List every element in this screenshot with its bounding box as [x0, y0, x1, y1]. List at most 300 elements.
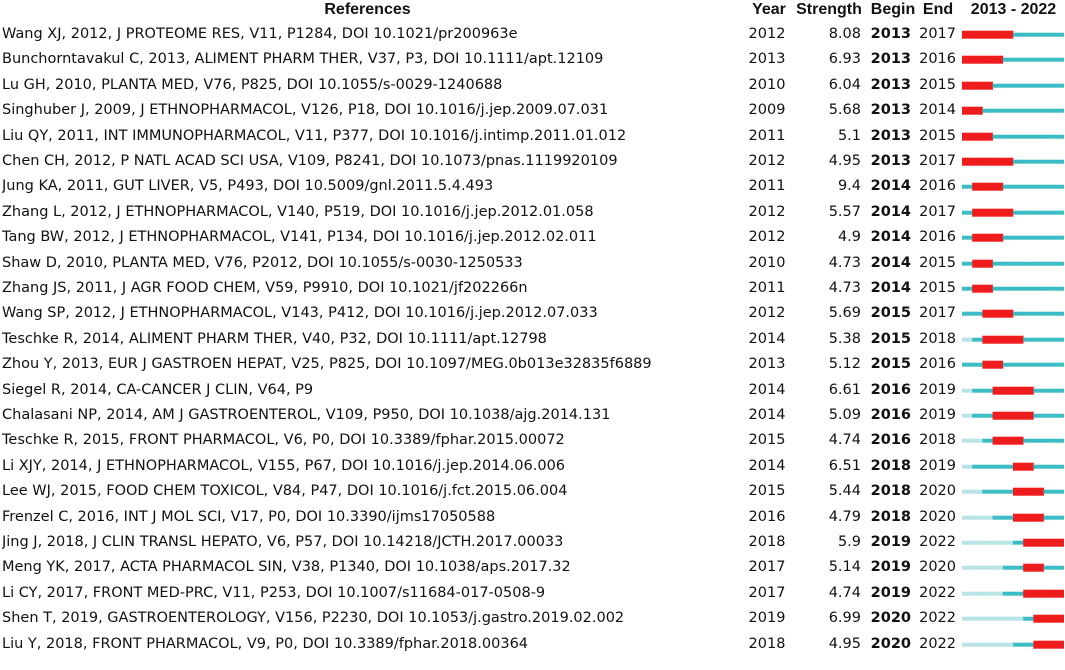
active-segment	[1013, 261, 1024, 265]
active-segment	[1033, 33, 1044, 37]
active-segment	[1013, 642, 1024, 646]
active-segment	[1054, 236, 1064, 240]
burst-segment	[993, 31, 1004, 39]
active-segment	[1013, 160, 1024, 164]
active-segment	[1044, 312, 1055, 316]
begin-cell: 2019	[870, 584, 911, 601]
inactive-segment	[1003, 541, 1014, 545]
burst-timeline	[962, 200, 1064, 225]
active-segment	[1003, 261, 1014, 265]
active-segment	[982, 439, 993, 443]
begin-cell: 2015	[870, 356, 911, 373]
active-segment	[1044, 388, 1055, 392]
burst-timeline	[962, 251, 1064, 276]
burst-segment	[993, 335, 1004, 343]
burst-segment	[962, 31, 973, 39]
burst-timeline	[962, 276, 1064, 301]
active-segment	[1054, 566, 1064, 570]
begin-cell: 2018	[870, 483, 911, 500]
active-segment	[1044, 185, 1055, 189]
active-segment	[982, 464, 993, 468]
burst-segment	[993, 310, 1004, 318]
burst-segment	[972, 132, 983, 140]
strength-cell: 5.57	[828, 203, 861, 220]
begin-cell: 2019	[870, 559, 911, 576]
reference-cell: Shaw D, 2010, PLANTA MED, V76, P2012, DOI 10.1055/s-0030-1250533	[2, 254, 523, 271]
strength-cell: 4.74	[828, 584, 861, 601]
year-cell: 2012	[748, 26, 786, 42]
reference-cell: Liu QY, 2011, INT IMMUNOPHARMACOL, V11, P377, DOI 10.1016/j.intimp.2011.01.012	[2, 127, 627, 144]
references-header: References	[324, 1, 411, 18]
year-cell: 2013	[748, 51, 786, 68]
active-segment	[1044, 414, 1055, 418]
active-segment	[1023, 439, 1034, 443]
active-segment	[1033, 134, 1044, 138]
active-segment	[1013, 210, 1024, 214]
year-cell: 2012	[748, 153, 786, 169]
active-segment	[962, 261, 973, 265]
active-segment	[972, 312, 983, 316]
inactive-segment	[962, 642, 973, 646]
burst-timeline	[962, 403, 1064, 428]
burst-timeline	[962, 530, 1064, 555]
begin-cell: 2019	[870, 534, 911, 550]
begin-cell: 2015	[870, 305, 911, 322]
year-cell: 2014	[748, 407, 786, 423]
burst-segment	[982, 132, 993, 140]
active-segment	[962, 312, 973, 316]
strength-cell: 8.08	[828, 26, 861, 42]
end-cell: 2018	[919, 432, 956, 449]
active-segment	[1044, 236, 1055, 240]
burst-timeline	[962, 174, 1064, 199]
active-segment	[1033, 414, 1044, 418]
begin-cell: 2013	[870, 153, 911, 169]
inactive-segment	[972, 541, 983, 545]
inactive-segment	[962, 464, 973, 468]
reference-cell: Chalasani NP, 2014, AM J GASTROENTEROL, V109, P950, DOI 10.1038/ajg.2014.131	[2, 407, 611, 423]
end-cell: 2022	[919, 534, 956, 550]
active-segment	[1054, 109, 1064, 113]
begin-cell: 2018	[870, 457, 911, 474]
active-segment	[993, 464, 1004, 468]
active-segment	[1054, 490, 1064, 494]
begin-cell: 2013	[870, 76, 911, 93]
inactive-segment	[1003, 642, 1014, 646]
year-cell: 2018	[748, 635, 786, 652]
inactive-segment	[982, 566, 993, 570]
inactive-segment	[962, 414, 973, 418]
active-segment	[1003, 83, 1014, 87]
active-segment	[982, 414, 993, 418]
begin-cell: 2020	[870, 635, 911, 652]
active-segment	[1003, 287, 1014, 291]
table-row	[0, 73, 1065, 98]
end-cell: 2019	[919, 457, 956, 474]
burst-timeline	[962, 149, 1064, 174]
strength-cell: 4.73	[828, 280, 861, 296]
active-segment	[1044, 439, 1055, 443]
active-segment	[1023, 58, 1034, 62]
active-segment	[1023, 617, 1034, 621]
end-cell: 2022	[919, 610, 956, 627]
table-row	[0, 251, 1065, 276]
begin-header: Begin	[870, 1, 916, 18]
end-cell: 2020	[919, 559, 956, 576]
burst-timeline-svg	[962, 276, 1064, 301]
burst-segment	[972, 56, 983, 64]
active-segment	[1044, 464, 1055, 468]
burst-segment	[1003, 158, 1014, 166]
burst-timeline-svg	[962, 454, 1064, 479]
year-cell: 2016	[748, 508, 786, 525]
burst-segment	[982, 158, 993, 166]
burst-segment	[972, 234, 983, 242]
table-row	[0, 174, 1065, 199]
table-row	[0, 225, 1065, 250]
strength-cell: 6.61	[828, 381, 861, 398]
active-segment	[1013, 541, 1024, 545]
active-segment	[962, 363, 973, 367]
reference-cell: Siegel R, 2014, CA-CANCER J CLIN, V64, P9	[2, 381, 314, 398]
burst-segment	[1033, 539, 1044, 547]
active-segment	[972, 337, 983, 341]
table-row	[0, 555, 1065, 580]
inactive-segment	[972, 439, 983, 443]
table-row	[0, 47, 1065, 72]
active-segment	[1033, 464, 1044, 468]
year-cell: 2014	[748, 381, 786, 398]
active-segment	[1054, 261, 1064, 265]
burst-segment	[982, 183, 993, 191]
burst-timeline-svg	[962, 174, 1064, 199]
burst-segment	[993, 386, 1004, 394]
reference-cell: Singhuber J, 2009, J ETHNOPHARMACOL, V126, P18, DOI 10.1016/j.jep.2009.07.031	[2, 102, 609, 119]
active-segment	[1054, 363, 1064, 367]
burst-timeline-svg	[962, 378, 1064, 403]
burst-timeline	[962, 581, 1064, 606]
active-segment	[1023, 134, 1034, 138]
active-segment	[1033, 185, 1044, 189]
burst-segment	[972, 81, 983, 89]
year-cell: 2019	[748, 610, 786, 627]
burst-timeline-svg	[962, 200, 1064, 225]
inactive-segment	[982, 617, 993, 621]
active-segment	[1013, 134, 1024, 138]
end-cell: 2022	[919, 584, 956, 601]
active-segment	[1054, 414, 1064, 418]
active-segment	[1054, 439, 1064, 443]
inactive-segment	[982, 515, 993, 519]
inactive-segment	[1013, 617, 1024, 621]
burst-segment	[1023, 386, 1034, 394]
burst-segment	[1054, 615, 1064, 623]
burst-segment	[1023, 564, 1034, 572]
inactive-segment	[993, 642, 1004, 646]
year-cell: 2009	[748, 102, 786, 119]
burst-segment	[1033, 564, 1044, 572]
burst-timeline	[962, 606, 1064, 631]
active-segment	[1033, 261, 1044, 265]
active-segment	[1033, 312, 1044, 316]
strength-header: Strength	[796, 1, 862, 18]
inactive-segment	[982, 591, 993, 595]
end-cell: 2016	[919, 178, 956, 195]
year-cell: 2017	[748, 559, 786, 576]
active-segment	[1054, 83, 1064, 87]
burst-timeline	[962, 479, 1064, 504]
begin-cell: 2018	[870, 508, 911, 525]
burst-segment	[1003, 31, 1014, 39]
active-segment	[1054, 388, 1064, 392]
year-cell: 2014	[748, 457, 786, 474]
timeline-span-header: 2013 - 2022	[970, 1, 1057, 18]
inactive-segment	[962, 439, 973, 443]
reference-cell: Jung KA, 2011, GUT LIVER, V5, P493, DOI 10.5009/gnl.2011.5.4.493	[2, 178, 494, 195]
burst-timeline-svg	[962, 98, 1064, 123]
burst-timeline-svg	[962, 606, 1064, 631]
burst-timeline-svg	[962, 149, 1064, 174]
active-segment	[982, 490, 993, 494]
end-cell: 2017	[919, 153, 956, 169]
active-segment	[1013, 591, 1024, 595]
table-row	[0, 454, 1065, 479]
active-segment	[962, 210, 973, 214]
burst-segment	[982, 259, 993, 267]
burst-timeline-svg	[962, 47, 1064, 72]
active-segment	[1044, 33, 1055, 37]
burst-timeline-svg	[962, 581, 1064, 606]
active-segment	[1003, 566, 1014, 570]
table-row	[0, 98, 1065, 123]
active-segment	[1013, 363, 1024, 367]
burst-segment	[982, 361, 993, 369]
burst-segment	[993, 361, 1004, 369]
active-segment	[1054, 312, 1064, 316]
burst-segment	[1023, 589, 1034, 597]
active-segment	[1003, 58, 1014, 62]
burst-timeline-svg	[962, 555, 1064, 580]
burst-timeline	[962, 124, 1064, 149]
active-segment	[993, 83, 1004, 87]
begin-cell: 2015	[870, 330, 911, 347]
begin-cell: 2013	[870, 127, 911, 144]
burst-timeline-svg	[962, 22, 1064, 47]
strength-cell: 4.95	[828, 153, 861, 169]
reference-cell: Liu Y, 2018, FRONT PHARMACOL, V9, P0, DOI 10.3389/fphar.2018.00364	[2, 635, 529, 652]
active-segment	[1044, 160, 1055, 164]
active-segment	[1033, 439, 1044, 443]
reference-cell: Zhou Y, 2013, EUR J GASTROEN HEPAT, V25, P825, DOI 10.1097/MEG.0b013e32835f6889	[2, 356, 652, 373]
burst-segment	[1013, 335, 1024, 343]
active-segment	[962, 185, 973, 189]
active-segment	[993, 134, 1004, 138]
end-cell: 2016	[919, 356, 956, 373]
active-segment	[1013, 566, 1024, 570]
burst-timeline	[962, 327, 1064, 352]
active-segment	[1033, 210, 1044, 214]
burst-segment	[1013, 488, 1024, 496]
burst-segment	[993, 183, 1004, 191]
burst-segment	[1023, 462, 1034, 470]
active-segment	[1023, 312, 1034, 316]
active-segment	[1054, 185, 1064, 189]
active-segment	[1033, 287, 1044, 291]
burst-segment	[972, 158, 983, 166]
burst-segment	[1023, 412, 1034, 420]
active-segment	[993, 109, 1004, 113]
active-segment	[1013, 33, 1024, 37]
active-segment	[1033, 58, 1044, 62]
burst-segment	[1044, 615, 1055, 623]
active-segment	[993, 287, 1004, 291]
active-segment	[1023, 287, 1034, 291]
burst-segment	[993, 208, 1004, 216]
burst-segment	[982, 56, 993, 64]
table-row	[0, 124, 1065, 149]
active-segment	[1044, 566, 1055, 570]
active-segment	[972, 414, 983, 418]
burst-segment	[1054, 589, 1064, 597]
burst-segment	[1013, 462, 1024, 470]
table-row	[0, 606, 1065, 631]
burst-segment	[1044, 589, 1055, 597]
active-segment	[1054, 33, 1064, 37]
end-cell: 2015	[919, 280, 956, 296]
inactive-segment	[962, 388, 973, 392]
reference-cell: Jing J, 2018, J CLIN TRANSL HEPATO, V6, P57, DOI 10.14218/JCTH.2017.00033	[2, 534, 564, 550]
burst-segment	[1013, 386, 1024, 394]
active-segment	[1003, 109, 1014, 113]
end-cell: 2019	[919, 407, 956, 423]
inactive-segment	[962, 337, 973, 341]
table-row	[0, 530, 1065, 555]
begin-cell: 2020	[870, 610, 911, 627]
active-segment	[1044, 58, 1055, 62]
end-cell: 2017	[919, 26, 956, 42]
active-segment	[1023, 160, 1034, 164]
table-row	[0, 352, 1065, 377]
active-segment	[1023, 642, 1034, 646]
burst-timeline-svg	[962, 352, 1064, 377]
active-segment	[972, 363, 983, 367]
reference-cell: Li CY, 2017, FRONT MED-PRC, V11, P253, DOI 10.1007/s11684-017-0508-9	[2, 584, 546, 601]
year-cell: 2018	[748, 534, 786, 550]
begin-cell: 2016	[870, 432, 911, 449]
table-row	[0, 200, 1065, 225]
active-segment	[1013, 109, 1024, 113]
table-row	[0, 378, 1065, 403]
inactive-segment	[993, 591, 1004, 595]
active-segment	[1013, 287, 1024, 291]
inactive-segment	[993, 617, 1004, 621]
burst-segment	[962, 81, 973, 89]
burst-segment	[993, 56, 1004, 64]
active-segment	[1003, 134, 1014, 138]
active-segment	[1013, 58, 1024, 62]
reference-cell: Tang BW, 2012, J ETHNOPHARMACOL, V141, P134, DOI 10.1016/j.jep.2012.02.011	[2, 229, 597, 246]
active-segment	[1054, 464, 1064, 468]
strength-cell: 4.73	[828, 254, 861, 271]
active-segment	[1023, 33, 1034, 37]
begin-cell: 2016	[870, 407, 911, 423]
active-segment	[1023, 363, 1034, 367]
table-row	[0, 301, 1065, 326]
inactive-segment	[993, 566, 1004, 570]
burst-segment	[972, 183, 983, 191]
active-segment	[962, 287, 973, 291]
inactive-segment	[962, 490, 973, 494]
table-row	[0, 403, 1065, 428]
active-segment	[962, 236, 973, 240]
reference-cell: Li XJY, 2014, J ETHNOPHARMACOL, V155, P67, DOI 10.1016/j.jep.2014.06.006	[2, 457, 566, 474]
active-segment	[1033, 160, 1044, 164]
year-cell: 2015	[748, 483, 786, 500]
burst-timeline	[962, 454, 1064, 479]
burst-timeline-svg	[962, 73, 1064, 98]
inactive-segment	[972, 591, 983, 595]
reference-cell: Teschke R, 2014, ALIMENT PHARM THER, V40, P32, DOI 10.1111/apt.12798	[2, 330, 547, 347]
active-segment	[1013, 312, 1024, 316]
burst-segment	[1023, 488, 1034, 496]
begin-cell: 2014	[870, 229, 911, 246]
active-segment	[1003, 236, 1014, 240]
active-segment	[993, 490, 1004, 494]
active-segment	[1033, 388, 1044, 392]
active-segment	[1054, 515, 1064, 519]
burst-timeline	[962, 555, 1064, 580]
table-row	[0, 479, 1065, 504]
burst-segment	[993, 234, 1004, 242]
active-segment	[1003, 515, 1014, 519]
active-segment	[1054, 134, 1064, 138]
strength-cell: 5.44	[828, 483, 861, 500]
active-segment	[1003, 591, 1014, 595]
active-segment	[1003, 464, 1014, 468]
active-segment	[1054, 160, 1064, 164]
end-cell: 2015	[919, 76, 956, 93]
inactive-segment	[962, 591, 973, 595]
table-row	[0, 149, 1065, 174]
strength-cell: 5.69	[828, 305, 861, 322]
active-segment	[1013, 185, 1024, 189]
burst-timeline-svg	[962, 327, 1064, 352]
inactive-segment	[962, 515, 973, 519]
active-segment	[1044, 109, 1055, 113]
reference-cell: Wang SP, 2012, J ETHNOPHARMACOL, V143, P412, DOI 10.1016/j.jep.2012.07.033	[2, 305, 598, 322]
active-segment	[1003, 363, 1014, 367]
table-row	[0, 505, 1065, 530]
burst-segment	[1003, 412, 1014, 420]
burst-segment	[1054, 539, 1064, 547]
burst-timeline-svg	[962, 251, 1064, 276]
reference-cell: Chen CH, 2012, P NATL ACAD SCI USA, V109, P8241, DOI 10.1073/pnas.1119920109	[2, 153, 618, 169]
strength-cell: 9.4	[837, 178, 861, 195]
burst-segment	[1033, 615, 1044, 623]
active-segment	[1044, 261, 1055, 265]
active-segment	[1033, 363, 1044, 367]
active-segment	[1044, 134, 1055, 138]
strength-cell: 6.51	[828, 457, 861, 474]
reference-cell: Frenzel C, 2016, INT J MOL SCI, V17, P0, DOI 10.3390/ijms17050588	[2, 508, 496, 525]
active-segment	[1013, 236, 1024, 240]
end-cell: 2016	[919, 229, 956, 246]
active-segment	[1033, 337, 1044, 341]
strength-cell: 5.09	[828, 407, 861, 423]
inactive-segment	[972, 566, 983, 570]
reference-cell: Bunchorntavakul C, 2013, ALIMENT PHARM THER, V37, P3, DOI 10.1111/apt.12109	[2, 51, 604, 68]
active-segment	[1054, 58, 1064, 62]
